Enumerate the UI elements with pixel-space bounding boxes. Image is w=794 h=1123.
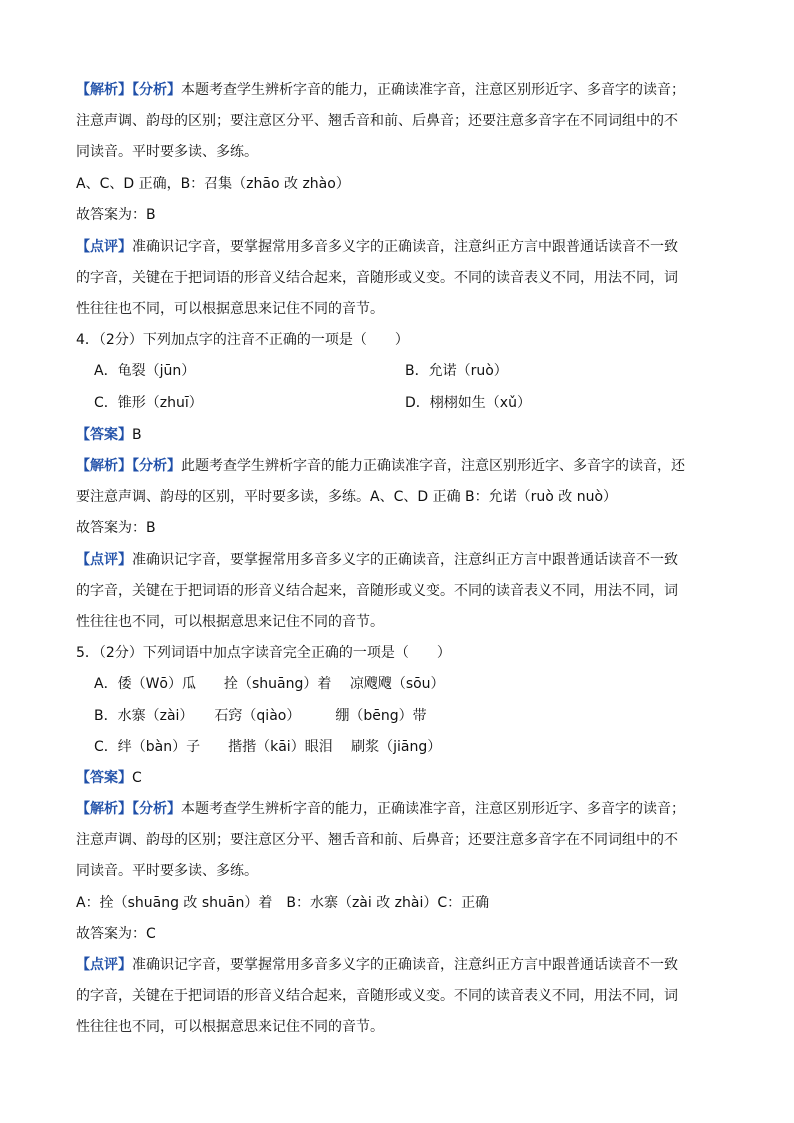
q5-stem: 5．（2分）下列词语中加点字读音完全正确的一项是（ ）	[76, 645, 451, 661]
q4-option-b: B．允诺（ruò）	[405, 363, 508, 379]
q3-analysis-line-1	[76, 80, 685, 100]
q3-comment-line-2: 的字音，关键在于把词语的形音义结合起来，音随形或义变。不同的读音表义不同，用法不同，词	[76, 270, 678, 286]
q5-answer	[76, 768, 142, 788]
q4-answer-line: 故答案为：B	[76, 520, 156, 536]
comment-text: 准确识记字音，要掌握常用多音多义字的正确读音，注意纠正方言中跟普通话读音不一致	[132, 957, 678, 973]
comment-label: 【点评】	[76, 957, 132, 973]
answer-label: 【答案】	[76, 770, 132, 786]
q3-analysis-line-3: 同读音。平时要多读、多练。	[76, 144, 258, 160]
q5-detail: A：拴（shuāng 改 shuān）着 B：水寨（zài 改 zhài）C：正确	[76, 895, 490, 911]
q4-analysis-line-1	[76, 456, 685, 476]
q4-comment-line-3: 性往往也不同，可以根据意思来记住不同的音节。	[76, 614, 384, 630]
q4-analysis-line-2: 要注意声调、韵母的区别，平时要多读，多练。A、C、D 正确 B：允诺（ruò 改 nuò）	[76, 489, 618, 505]
q5-option-b: B．水寨（zài） 石窍（qiào） 绷（bēng）带	[94, 708, 427, 724]
q5-analysis-line-2: 注意声调、韵母的区别；要注意区分平、翘舌音和前、后鼻音；还要注意多音字在不同词组中的不	[76, 832, 678, 848]
q5-comment-line-3: 性往往也不同，可以根据意思来记住不同的音节。	[76, 1019, 384, 1035]
fenxi-label: 【分析】	[132, 458, 181, 474]
analysis-label: 【解析】	[76, 458, 132, 474]
analysis-label: 【解析】	[76, 82, 132, 98]
comment-label: 【点评】	[76, 239, 132, 255]
q5-comment-line-2: 的字音，关键在于把词语的形音义结合起来，音随形或义变。不同的读音表义不同，用法不同，词	[76, 988, 678, 1004]
analysis-label: 【解析】	[76, 801, 132, 817]
q4-option-d: D．栩栩如生（xǔ）	[405, 395, 531, 411]
answer-value: B	[132, 427, 142, 443]
comment-text: 准确识记字音，要掌握常用多音多义字的正确读音，注意纠正方言中跟普通话读音不一致	[132, 552, 678, 568]
analysis-text: 本题考查学生辨析字音的能力，正确读准字音，注意区别形近字、多音字的读音；	[181, 82, 685, 98]
comment-label: 【点评】	[76, 552, 132, 568]
q5-analysis-line-3: 同读音。平时要多读、多练。	[76, 863, 258, 879]
fenxi-label: 【分析】	[132, 801, 181, 817]
q3-analysis-line-2: 注意声调、韵母的区别；要注意区分平、翘舌音和前、后鼻音；还要注意多音字在不同词组中的不	[76, 113, 678, 129]
q3-answer-line: 故答案为：B	[76, 207, 156, 223]
q3-comment-line-3: 性往往也不同，可以根据意思来记住不同的音节。	[76, 301, 384, 317]
answer-value: C	[132, 770, 142, 786]
q5-comment-line-1	[76, 955, 678, 975]
answer-label: 【答案】	[76, 427, 132, 443]
analysis-text: 此题考查学生辨析字音的能力正确读准字音，注意区别形近字、多音字的读音，还	[181, 458, 685, 474]
q5-answer-line: 故答案为：C	[76, 926, 156, 942]
comment-text: 准确识记字音，要掌握常用多音多义字的正确读音，注意纠正方言中跟普通话读音不一致	[132, 239, 678, 255]
q5-analysis-line-1	[76, 799, 685, 819]
q4-comment-line-2: 的字音，关键在于把词语的形音义结合起来，音随形或义变。不同的读音表义不同，用法不同，词	[76, 583, 678, 599]
q4-stem: 4．（2分）下列加点字的注音不正确的一项是（ ）	[76, 332, 409, 348]
q5-option-c: C．绊（bàn）子 揩揩（kāi）眼泪 刷浆（jiāng）	[94, 739, 442, 755]
q5-option-a: A．倭（Wō）瓜 拴（shuāng）着 凉飕飕（sōu）	[94, 676, 445, 692]
q4-option-a: A．龟裂（jūn）	[94, 363, 196, 379]
q3-comment-line-1	[76, 237, 678, 257]
q3-detail: A、C、D 正确，B：召集（zhāo 改 zhào）	[76, 176, 350, 192]
q4-answer	[76, 425, 142, 445]
q4-option-c: C．锥形（zhuī）	[94, 395, 203, 411]
fenxi-label: 【分析】	[132, 82, 181, 98]
analysis-text: 本题考查学生辨析字音的能力，正确读准字音，注意区别形近字、多音字的读音；	[181, 801, 685, 817]
q4-comment-line-1	[76, 550, 678, 570]
